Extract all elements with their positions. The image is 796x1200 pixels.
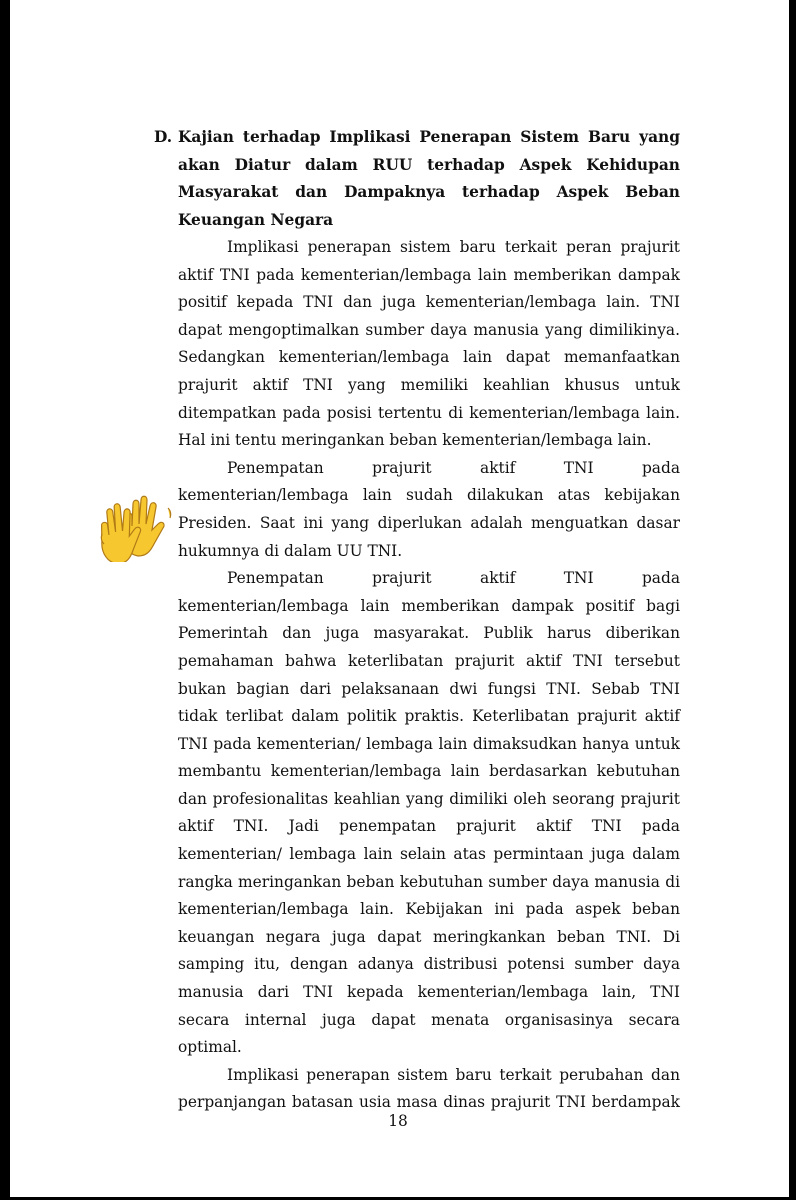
- paragraph-2: Penempatan prajurit aktif TNI pada kementerian/lembaga lain sudah dilakukan atas kebijakan Presiden. Saat ini yang diperlukan adalah menguatkan dasar hukumnya di dalam UU TNI.: [178, 458, 680, 560]
- paragraph-3: Penempatan prajurit aktif TNI pada kementerian/lembaga lain memberikan dampak positif bagi Pemerintah dan juga masyarakat. Publik harus diberikan pemahaman bahwa keterlibatan prajurit aktif TNI tersebut bukan bagian dari pelaksanaan dwi fungsi TNI. Sebab TNI tidak terlibat dalam politik praktis. Keterlibatan prajurit aktif TNI pada kementerian/ lembaga lain dimaksudkan hanya untuk membantu kementerian/lembaga lain berdasarkan kebutuhan dan profesionalitas keahlian yang dimiliki oleh seorang prajurit aktif TNI. Jadi penempatan prajurit aktif TNI pada kementerian/ lembaga lain selain atas permintaan juga dalam rangka meringankan beban kebutuhan sumber daya manusia di kementerian/lembaga lain. Kebijakan ini pada aspek beban keuangan negara juga dapat meringkankan beban TNI. Di samping itu, dengan adanya distribusi potensi sumber daya manusia dari TNI kepada kementerian/lembaga lain, TNI secara internal juga dapat menata organisasinya secara optimal.: [178, 569, 680, 1057]
- right-border: [789, 0, 796, 1200]
- left-border: [0, 0, 10, 1200]
- section-heading: [154, 124, 680, 234]
- paragraph-4: Implikasi penerapan sistem baru terkait perubahan dan perpanjangan batasan usia masa dinas prajurit TNI berdampak: [178, 1065, 680, 1112]
- section-title: Kajian terhadap Implikasi Penerapan Sistem Baru yang akan Diatur dalam RUU terhadap Aspek Kehidupan Masyarakat dan Dampaknya terhadap Aspek Beban Keuangan Negara: [178, 128, 680, 229]
- document-body: [154, 124, 680, 1117]
- section-letter: D.: [154, 128, 173, 146]
- waving-hands-icon: [98, 494, 176, 562]
- motion-line: [168, 508, 171, 518]
- paragraph-1: Implikasi penerapan sistem baru terkait peran prajurit aktif TNI pada kementerian/lembaga lain memberikan dampak positif kepada TNI dan juga kementerian/lembaga lain. TNI dapat mengoptimalkan sumber daya manusia yang dimilikinya. Sedangkan kementerian/lembaga lain dapat memanfaatkan prajurit aktif TNI yang memiliki keahlian khusus untuk ditempatkan pada posisi tertentu di kementerian/lembaga lain. Hal ini tentu meringankan beban kementerian/lembaga lain.: [178, 238, 680, 450]
- page-number: 18: [388, 1112, 408, 1130]
